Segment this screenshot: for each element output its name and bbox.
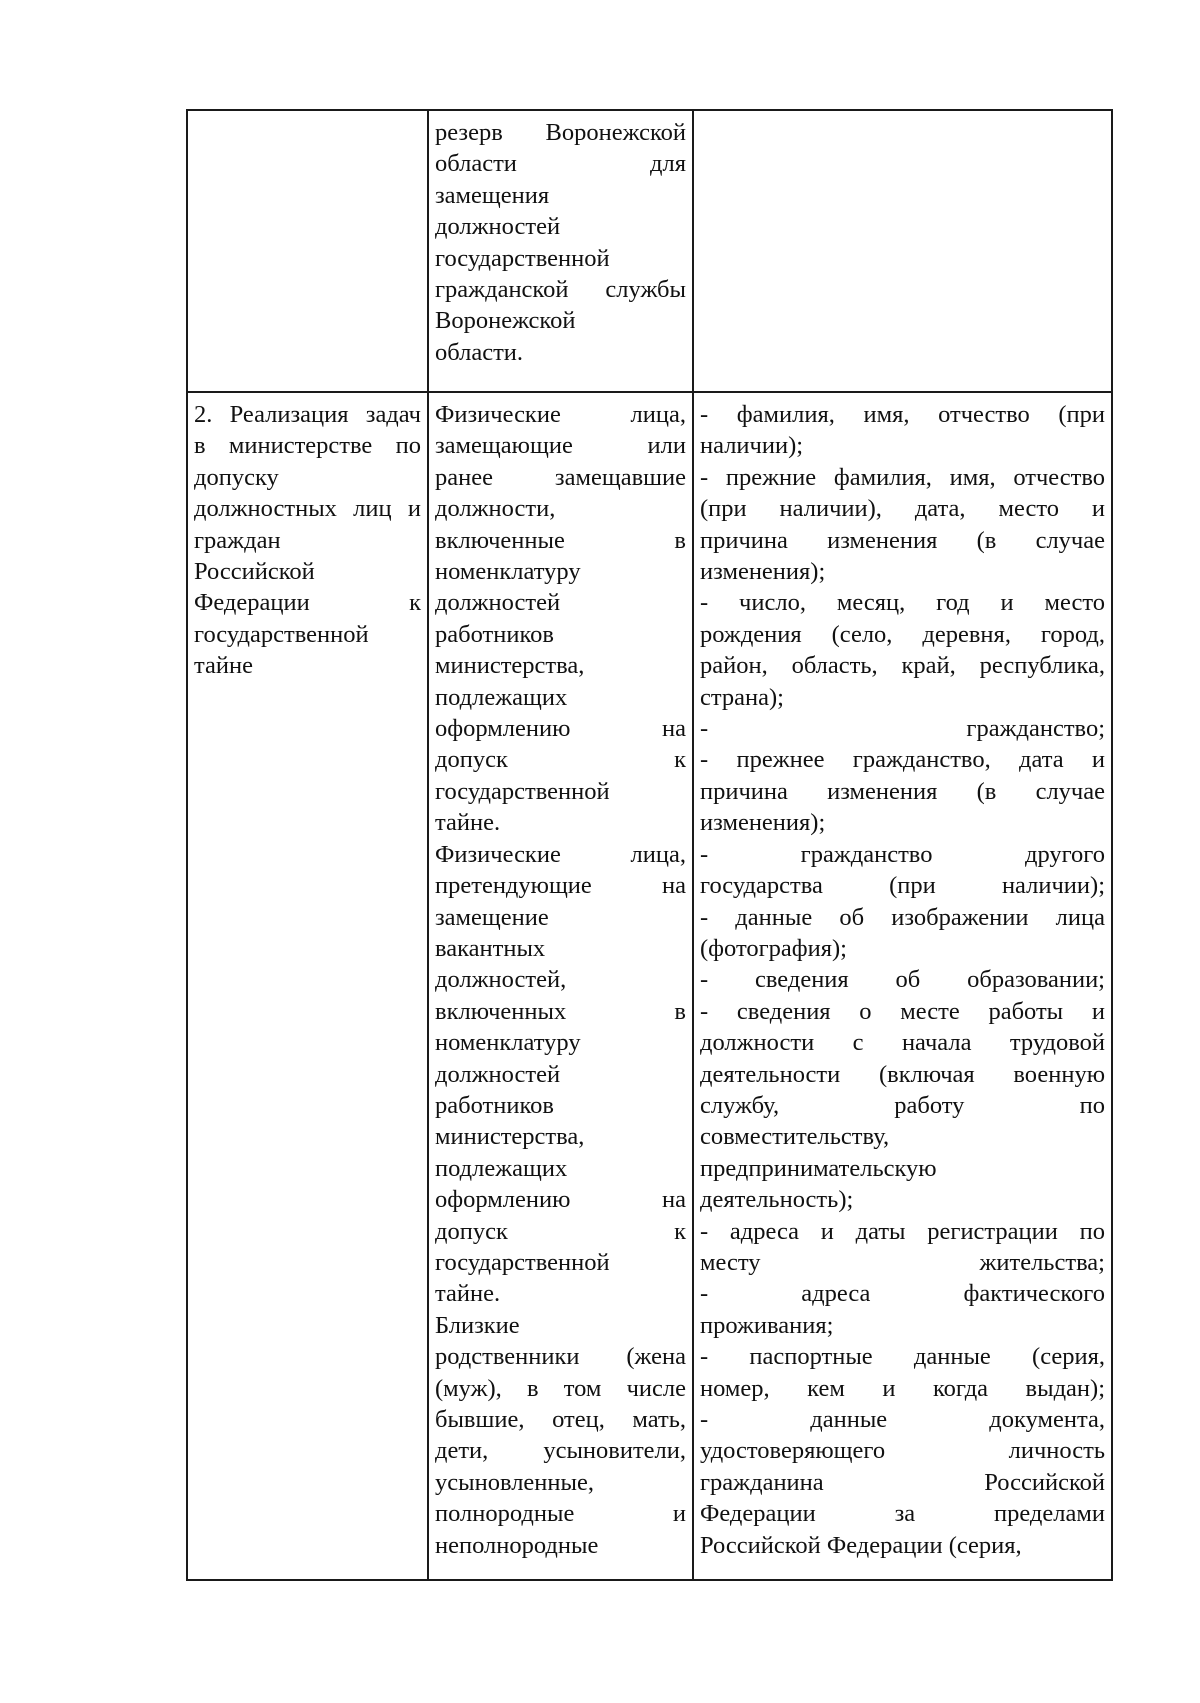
cell-text-line: подлежащих	[435, 1154, 568, 1182]
cell-text-line: государственной	[435, 777, 610, 805]
cell-purpose	[187, 110, 428, 392]
cell-data-list	[693, 392, 1112, 1580]
cell-text-line: тайне	[194, 652, 253, 680]
cell-purpose	[187, 392, 428, 1580]
cell-text-line: страна);	[700, 683, 784, 711]
cell-text-line: министерства,	[435, 1123, 585, 1151]
cell-text-line: должностей	[435, 213, 561, 241]
cell-text-line: месту жительства;	[700, 1248, 1105, 1276]
cell-text-line: службу, работу по	[700, 1091, 1105, 1119]
cell-text-line: совместительству,	[700, 1123, 890, 1151]
cell-text-line: номенклатуру	[435, 1029, 581, 1057]
cell-text-line: наличии);	[700, 432, 804, 460]
cell-text-line: включенных в	[435, 997, 686, 1025]
cell-text-line: 2. Реализация задач	[194, 401, 421, 428]
cell-text-line: государственной	[194, 620, 369, 648]
cell-text-line: подлежащих	[435, 683, 568, 711]
cell-text-line: министерства,	[435, 652, 585, 680]
cell-text-line: Федерации за пределами	[700, 1500, 1105, 1528]
cell-text-line: причина изменения (в случае	[700, 777, 1105, 805]
cell-text-line: государственной	[435, 244, 610, 272]
cell-text-line: допуску	[194, 463, 279, 491]
cell-text-line: должности,	[435, 495, 556, 523]
cell-text-line: Российской Федерации (серия,	[700, 1531, 1022, 1559]
cell-text-line: деятельности (включая военную	[700, 1060, 1105, 1088]
cell-text-line: должностных лиц и	[194, 495, 421, 523]
cell-subjects	[428, 392, 693, 1580]
cell-text-line: - адреса и даты регистрации по	[700, 1217, 1105, 1245]
cell-text-line: - паспортные данные (серия,	[700, 1343, 1105, 1371]
cell-text-line: (муж), в том числе	[435, 1374, 686, 1402]
cell-text-line: дети, усыновители,	[435, 1437, 686, 1465]
cell-text-line: бывшие, отец, мать,	[435, 1406, 686, 1433]
cell-text-line: - гражданство;	[700, 715, 1105, 743]
cell-text-line: области для	[435, 150, 686, 178]
cell-text-line: допуск к	[435, 1217, 686, 1245]
cell-text-line: причина изменения (в случае	[700, 526, 1105, 554]
cell-text-line: должности с начала трудовой	[700, 1029, 1105, 1057]
cell-text-line: Федерации к	[194, 589, 421, 617]
cell-text-line: замещение	[435, 903, 549, 931]
cell-text-line: Воронежской	[435, 307, 576, 335]
cell-text-line: - прежнее гражданство, дата и	[700, 746, 1105, 774]
cell-text-line: изменения);	[700, 558, 826, 586]
table-row	[187, 392, 1112, 1580]
cell-text-line: неполнородные	[435, 1531, 599, 1559]
cell-text-line: гражданина Российской	[700, 1468, 1105, 1496]
cell-text-line: оформлению на	[435, 715, 686, 743]
cell-text-line: - гражданство другого	[700, 840, 1105, 868]
cell-text-line: вакантных	[435, 934, 546, 962]
cell-text-line: должностей,	[435, 966, 567, 994]
cell-text-line: резерв Воронежской	[435, 119, 686, 146]
cell-text-line: - фамилия, имя, отчество (при	[700, 401, 1105, 428]
cell-text-line: родственники (жена	[435, 1343, 686, 1371]
cell-text-line: Российской	[194, 558, 315, 586]
cell-text-line: полнородные и	[435, 1500, 686, 1528]
cell-text-line: гражданской службы	[435, 276, 686, 304]
cell-text-line: в министерстве по	[194, 432, 421, 460]
cell-text-line: Физические лица,	[435, 840, 686, 868]
cell-text-line: Близкие	[435, 1311, 520, 1339]
cell-text-line: области.	[435, 338, 524, 366]
cell-text-line: - данные об изображении лица	[700, 903, 1105, 931]
cell-text-line: усыновленные,	[435, 1468, 594, 1496]
cell-text-line: (фотография);	[700, 934, 847, 962]
cell-text-line: работников	[435, 620, 554, 648]
cell-text-line: тайне.	[435, 1280, 501, 1308]
cell-text-line: замещающие или	[435, 432, 686, 460]
cell-text-line: включенные в	[435, 526, 686, 554]
cell-text-line: проживания;	[700, 1311, 834, 1339]
data-table	[186, 109, 1113, 1581]
cell-text-line: должностей	[435, 1060, 561, 1088]
cell-text-line: работников	[435, 1091, 554, 1119]
cell-text-line: оформлению на	[435, 1186, 686, 1214]
cell-subjects	[428, 110, 693, 392]
cell-text-line: номер, кем и когда выдан);	[700, 1374, 1105, 1402]
cell-text-line: - адреса фактического	[700, 1280, 1105, 1308]
cell-text-line: государства (при наличии);	[700, 872, 1105, 900]
cell-text-line: государственной	[435, 1248, 610, 1276]
cell-text-line: - сведения об образовании;	[700, 966, 1105, 994]
cell-text-line: замещения	[435, 181, 550, 209]
cell-text-line: тайне.	[435, 809, 501, 837]
cell-text-line: номенклатуру	[435, 558, 581, 586]
cell-text-line: предпринимательскую	[700, 1154, 937, 1182]
cell-text-line: Физические лица,	[435, 401, 686, 428]
cell-text-line: рождения (село, деревня, город,	[700, 620, 1105, 648]
cell-text-line: район, область, край, республика,	[700, 652, 1105, 680]
table-row	[187, 110, 1112, 392]
cell-text-line: ранее замещавшие	[435, 463, 686, 491]
cell-text-line: изменения);	[700, 809, 826, 837]
cell-text-line: деятельность);	[700, 1186, 854, 1214]
cell-text-line: претендующие на	[435, 872, 686, 900]
cell-data-list	[693, 110, 1112, 392]
cell-text-line: удостоверяющего личность	[700, 1437, 1105, 1465]
cell-text-line: - число, месяц, год и место	[700, 589, 1105, 617]
cell-text-line: допуск к	[435, 746, 686, 774]
cell-text-line: - прежние фамилия, имя, отчество	[700, 463, 1105, 491]
cell-text-line: (при наличии), дата, место и	[700, 495, 1105, 523]
cell-text-line: - сведения о месте работы и	[700, 997, 1105, 1025]
cell-text-line: должностей	[435, 589, 561, 617]
cell-text-line: граждан	[194, 526, 281, 554]
cell-text-line: - данные документа,	[700, 1406, 1105, 1433]
